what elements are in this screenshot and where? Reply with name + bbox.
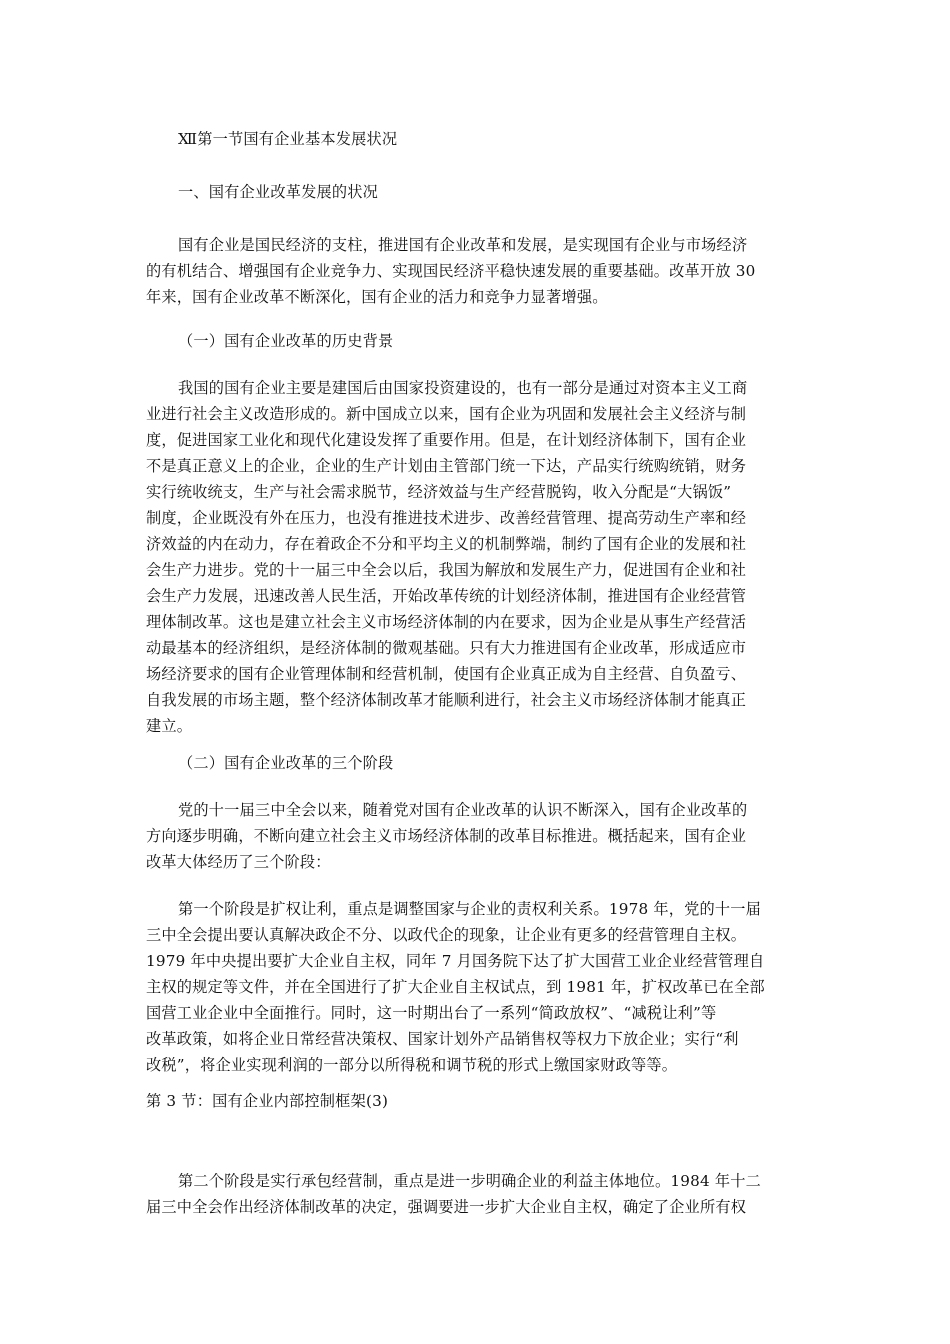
paragraph-line: 会生产力发展，迅速改善人民生活，开始改革传统的计划经济体制，推进国有企业经营管 (146, 587, 747, 605)
paragraph-line: 的有机结合、增强国有企业竞争力、实现国民经济平稳快速发展的重要基础。改革开放 30 (146, 262, 756, 280)
paragraph-line: 我国的国有企业主要是建国后由国家投资建设的，也有一部分是通过对资本主义工商 (178, 379, 748, 397)
paragraph-line: 业进行社会主义改造形成的。新中国成立以来，国有企业为巩固和发展社会主义经济与制 (146, 405, 747, 423)
paragraph-line: 改税”，将企业实现利润的一部分以所得税和调节税的形式上缴国家财政等等。 (146, 1056, 678, 1074)
paragraph-line: 届三中全会作出经济体制改革的决定，强调要进一步扩大企业自主权，确定了企业所有权 (146, 1198, 747, 1216)
subsection-title: （一）国有企业改革的历史背景 (178, 332, 394, 350)
paragraph-line: 国有企业是国民经济的支柱，推进国有企业改革和发展，是实现国有企业与市场经济 (178, 236, 748, 254)
paragraph-line: 场经济要求的国有企业管理体制和经营机制，使国有企业真正成为自主经营、自负盈亏、 (146, 665, 747, 683)
paragraph-line: 制度，企业既没有外在压力，也没有推进技术进步、改善经营管理、提高劳动生产率和经 (146, 509, 747, 527)
paragraph-line: 主权的规定等文件，并在全国进行了扩大企业自主权试点，到 1981 年，扩权改革已在全部 (146, 978, 765, 996)
section-label: 第 3 节：国有企业内部控制框架(3) (146, 1092, 389, 1110)
paragraph-line: 济效益的内在动力，存在着政企不分和平均主义的机制弊端，制约了国有企业的发展和社 (146, 535, 747, 553)
paragraph-line: 改革大体经历了三个阶段： (146, 853, 331, 871)
paragraph-line: 不是真正意义上的企业，企业的生产计划由主管部门统一下达，产品实行统购统销，财务 (146, 457, 747, 475)
paragraph-line: 三中全会提出要认真解决政企不分、以政代企的现象，让企业有更多的经营管理自主权。 (146, 926, 747, 944)
paragraph-line: 年来，国有企业改革不断深化，国有企业的活力和竞争力显著增强。 (146, 288, 608, 306)
paragraph-line: 第一个阶段是扩权让利，重点是调整国家与企业的责权利关系。1978 年，党的十一届 (178, 900, 762, 918)
paragraph-line: 第二个阶段是实行承包经营制，重点是进一步明确企业的利益主体地位。1984 年十二 (178, 1172, 762, 1190)
paragraph-line: 方向逐步明确，不断向建立社会主义市场经济体制的改革目标推进。概括起来，国有企业 (146, 827, 747, 845)
paragraph-line: 度，促进国家工业化和现代化建设发挥了重要作用。但是，在计划经济体制下，国有企业 (146, 431, 747, 449)
paragraph-line: 党的十一届三中全会以来，随着党对国有企业改革的认识不断深入，国有企业改革的 (178, 801, 748, 819)
paragraph-line: 国营工业企业中全面推行。同时，这一时期出台了一系列“简政放权”、“减税让利”等 (146, 1004, 717, 1022)
section-title: Ⅻ第一节国有企业基本发展状况 (178, 130, 398, 148)
paragraph-line: 改革政策，如将企业日常经营决策权、国家计划外产品销售权等权力下放企业；实行“利 (146, 1030, 739, 1048)
paragraph-line: 会生产力进步。党的十一届三中全会以后，我国为解放和发展生产力，促进国有企业和社 (146, 561, 747, 579)
paragraph-line: 动最基本的经济组织，是经济体制的微观基础。只有大力推进国有企业改革，形成适应市 (146, 639, 747, 657)
paragraph-line: 建立。 (146, 717, 193, 735)
paragraph-line: 实行统收统支，生产与社会需求脱节，经济效益与生产经营脱钩，收入分配是“大锅饭” (146, 483, 732, 501)
paragraph-line: 理体制改革。这也是建立社会主义市场经济体制的内在要求，因为企业是从事生产经营活 (146, 613, 747, 631)
paragraph-line: 自我发展的市场主题，整个经济体制改革才能顺利进行，社会主义市场经济体制才能真正 (146, 691, 747, 709)
paragraph-line: 1979 年中央提出要扩大企业自主权，同年 7 月国务院下达了扩大国营工业企业经营管理自 (146, 952, 765, 970)
subsection-title: 一、国有企业改革发展的状况 (178, 183, 379, 201)
subsection-title: （二）国有企业改革的三个阶段 (178, 754, 394, 772)
